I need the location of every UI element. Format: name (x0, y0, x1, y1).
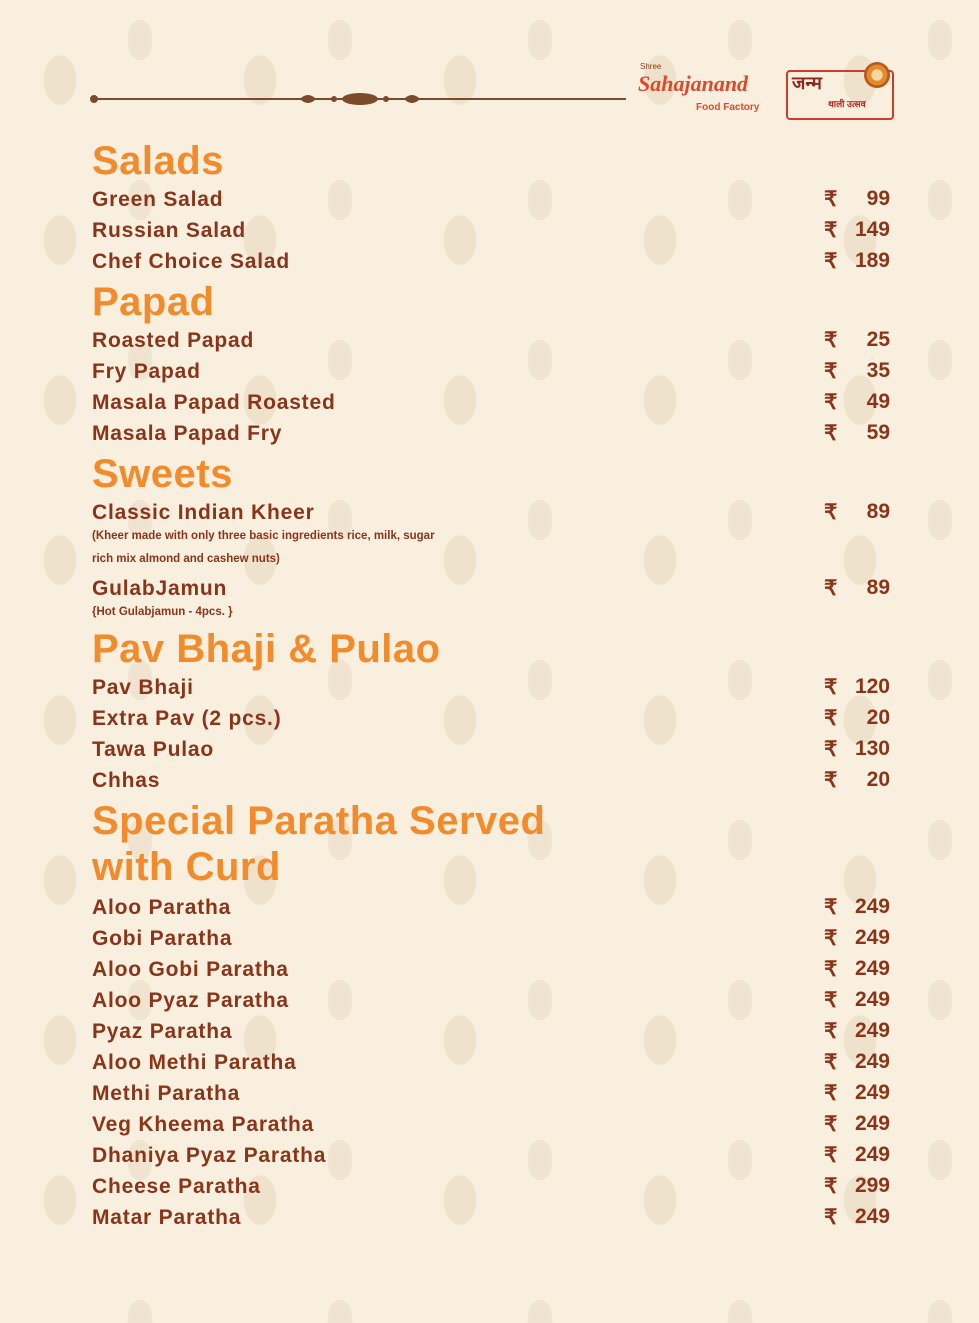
menu-item (92, 246, 890, 277)
price-value: 249 (854, 1019, 890, 1042)
item-description: rich mix almond and cashew nuts) (92, 553, 280, 565)
item-name: Chhas (92, 768, 161, 792)
price-value: 49 (866, 390, 890, 413)
price-value: 130 (854, 737, 890, 760)
price-value: 20 (866, 768, 890, 791)
price-value: 299 (854, 1174, 890, 1197)
item-price (824, 187, 890, 212)
price-value: 249 (854, 1143, 890, 1166)
menu-item (92, 892, 890, 923)
menu-item (92, 703, 890, 734)
item-name: Tawa Pulao (92, 737, 214, 761)
rupee-icon: ₹ (824, 188, 838, 211)
rupee-icon: ₹ (824, 927, 838, 950)
item-price (824, 1205, 890, 1230)
section-title: Special Paratha Served with Curd (92, 799, 546, 889)
item-price (824, 421, 890, 446)
item-price (824, 249, 890, 274)
rupee-icon: ₹ (824, 1051, 838, 1074)
rupee-icon: ₹ (824, 676, 838, 699)
item-name: GulabJamun (92, 576, 228, 600)
item-description: (Kheer made with only three basic ingredients rice, milk, sugar (92, 530, 435, 542)
item-price (824, 706, 890, 731)
menu-item (92, 418, 890, 449)
item-name: Masala Papad Roasted (92, 390, 336, 414)
rupee-icon: ₹ (824, 769, 838, 792)
rupee-icon: ₹ (824, 707, 838, 730)
item-price (824, 926, 890, 951)
item-description: {Hot Gulabjamun - 4pcs. } (92, 606, 233, 618)
price-value: 20 (866, 706, 890, 729)
price-value: 120 (854, 675, 890, 698)
rupee-icon: ₹ (824, 250, 838, 273)
rupee-icon: ₹ (824, 501, 838, 524)
menu-item (92, 923, 890, 954)
section-title: Pav Bhaji & Pulao (92, 627, 441, 671)
price-value: 89 (866, 576, 890, 599)
menu-section (92, 279, 890, 449)
price-value: 249 (854, 1050, 890, 1073)
thali-plate-icon (864, 62, 890, 88)
item-name: Aloo Pyaz Paratha (92, 988, 289, 1012)
item-price (824, 328, 890, 353)
menu-item (92, 1047, 890, 1078)
price-value: 249 (854, 926, 890, 949)
item-name: Cheese Paratha (92, 1174, 261, 1198)
item-price (824, 576, 890, 601)
item-name: Aloo Methi Paratha (92, 1050, 297, 1074)
ornamental-divider (90, 92, 630, 106)
price-value: 249 (854, 895, 890, 918)
menu-section (92, 798, 890, 1233)
item-name: Dhaniya Pyaz Paratha (92, 1143, 327, 1167)
item-price (824, 988, 890, 1013)
menu-item (92, 497, 890, 528)
rupee-icon: ₹ (824, 958, 838, 981)
item-price (824, 768, 890, 793)
rupee-icon: ₹ (824, 391, 838, 414)
rupee-icon: ₹ (824, 422, 838, 445)
rupee-icon: ₹ (824, 360, 838, 383)
item-price (824, 1143, 890, 1168)
price-value: 99 (866, 187, 890, 210)
price-value: 59 (866, 421, 890, 444)
item-price (824, 500, 890, 525)
menu-item (92, 1016, 890, 1047)
menu-item (92, 1078, 890, 1109)
rupee-icon: ₹ (824, 329, 838, 352)
item-name: Matar Paratha (92, 1205, 242, 1229)
item-name: Pav Bhaji (92, 675, 194, 699)
menu-section (92, 138, 890, 277)
menu-section (92, 626, 890, 796)
menu-item (92, 734, 890, 765)
price-value: 249 (854, 988, 890, 1011)
menu-section (92, 451, 890, 624)
item-price (824, 1112, 890, 1137)
item-name: Aloo Gobi Paratha (92, 957, 289, 981)
menu-item (92, 1109, 890, 1140)
price-value: 189 (854, 249, 890, 272)
menu-item (92, 356, 890, 387)
menu-item (92, 387, 890, 418)
item-name: Russian Salad (92, 218, 246, 242)
item-price (824, 675, 890, 700)
rupee-icon: ₹ (824, 896, 838, 919)
item-name: Chef Choice Salad (92, 249, 290, 273)
logo-hindi-sub: थाली उत्सव (828, 99, 866, 109)
menu-item (92, 325, 890, 356)
menu-item (92, 765, 890, 796)
price-value: 149 (854, 218, 890, 241)
rupee-icon: ₹ (824, 738, 838, 761)
menu-item (92, 985, 890, 1016)
rupee-icon: ₹ (824, 1175, 838, 1198)
section-title: Salads (92, 139, 224, 183)
section-title: Sweets (92, 452, 233, 496)
rupee-icon: ₹ (824, 989, 838, 1012)
item-price (824, 1174, 890, 1199)
item-name: Classic Indian Kheer (92, 500, 315, 524)
item-name: Gobi Paratha (92, 926, 233, 950)
price-value: 249 (854, 1081, 890, 1104)
logo-subtitle: Food Factory (696, 102, 760, 113)
item-price (824, 390, 890, 415)
price-value: 249 (854, 957, 890, 980)
price-value: 249 (854, 1112, 890, 1135)
item-price (824, 1019, 890, 1044)
price-value: 249 (854, 1205, 890, 1228)
item-name: Fry Papad (92, 359, 201, 383)
item-price (824, 957, 890, 982)
item-price (824, 1081, 890, 1106)
item-name: Methi Paratha (92, 1081, 241, 1105)
rupee-icon: ₹ (824, 219, 838, 242)
item-name: Green Salad (92, 187, 224, 211)
item-price (824, 895, 890, 920)
menu-item (92, 1171, 890, 1202)
rupee-icon: ₹ (824, 577, 838, 600)
item-price (824, 1050, 890, 1075)
logo-hindi: जन्म (792, 73, 822, 93)
rupee-icon: ₹ (824, 1144, 838, 1167)
price-value: 25 (866, 328, 890, 351)
menu-item (92, 573, 890, 604)
item-price (824, 737, 890, 762)
section-title: Papad (92, 280, 215, 324)
item-name: Pyaz Paratha (92, 1019, 233, 1043)
price-value: 89 (866, 500, 890, 523)
rupee-icon: ₹ (824, 1206, 838, 1229)
item-name: Aloo Paratha (92, 895, 232, 919)
menu-item (92, 954, 890, 985)
logo-brand: Sahajanand (638, 71, 749, 96)
logo-prefix: Shree (640, 62, 662, 71)
item-price (824, 359, 890, 384)
menu-item (92, 1140, 890, 1171)
menu (92, 136, 890, 1233)
restaurant-logo (636, 62, 894, 122)
price-value: 35 (866, 359, 890, 382)
menu-item (92, 672, 890, 703)
menu-item (92, 215, 890, 246)
item-name: Masala Papad Fry (92, 421, 283, 445)
item-name: Roasted Papad (92, 328, 255, 352)
rupee-icon: ₹ (824, 1082, 838, 1105)
item-name: Veg Kheema Paratha (92, 1112, 315, 1136)
menu-item (92, 1202, 890, 1233)
item-name: Extra Pav (2 pcs.) (92, 706, 282, 730)
rupee-icon: ₹ (824, 1113, 838, 1136)
rupee-icon: ₹ (824, 1020, 838, 1043)
menu-item (92, 184, 890, 215)
item-price (824, 218, 890, 243)
